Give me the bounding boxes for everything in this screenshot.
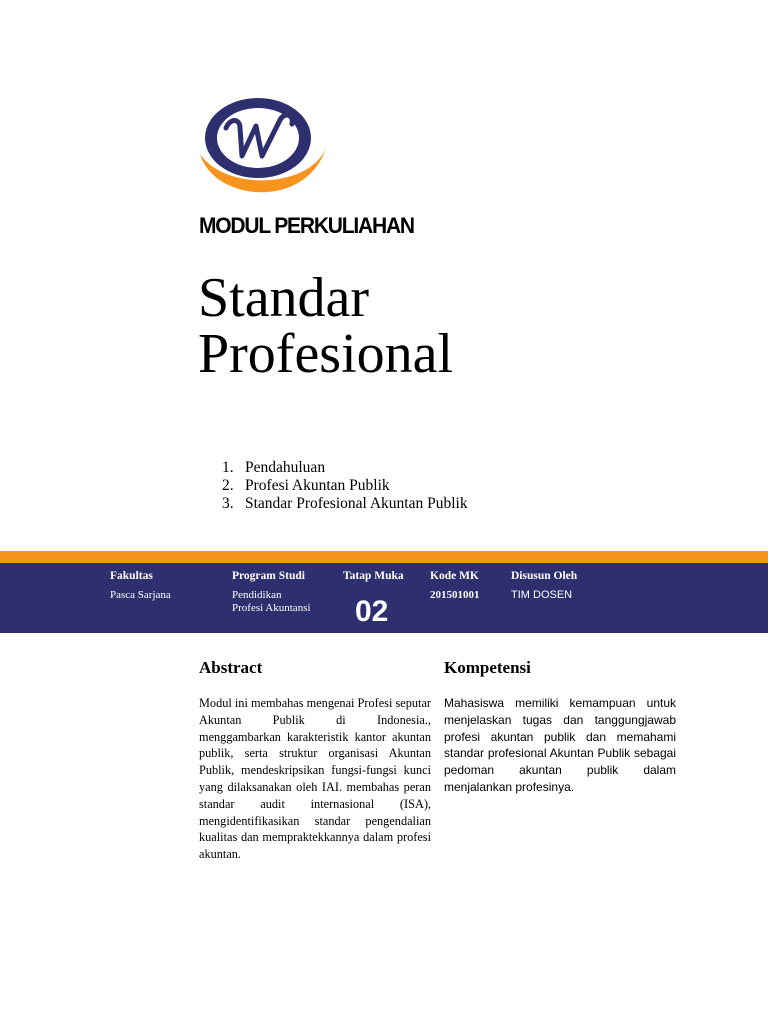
program-studi-value-line1: Pendidikan	[232, 589, 282, 601]
toc-number: 1.	[222, 459, 234, 476]
title-line-1: Standar	[198, 267, 370, 329]
toc-item	[222, 459, 468, 477]
abstract-body: Modul ini membahas mengenai Profesi seputar Akuntan Publik di Indonesia., menggambarkan karakteristik kantor akuntan publik, serta struktur organisasi Akuntan Publik, mendeskripsikan fungsi-fungsi kunci yang dilaksanakan oleh IAI. membahas peran standar audit internasional (ISA), mengidentifikasikan standar pengendalian kualitas dan mempraktekkannya dalam profesi akuntan.	[199, 696, 431, 862]
fakultas-label: Fakultas	[110, 570, 153, 582]
program-studi-column	[232, 569, 311, 615]
title-line-2: Profesional	[198, 323, 454, 385]
toc-item	[222, 495, 468, 513]
w-logo-icon	[196, 92, 330, 208]
kode-mk-value: 201501001	[430, 589, 480, 601]
orange-stripe	[0, 551, 768, 563]
kompetensi-section	[444, 657, 676, 796]
fakultas-column	[110, 569, 171, 602]
program-studi-value-line2: Profesi Akuntansi	[232, 602, 311, 614]
abstract-heading: Abstract	[199, 658, 263, 677]
kompetensi-heading: Kompetensi	[444, 658, 531, 677]
tatap-muka-value: 02	[355, 595, 389, 628]
tatap-muka-label: Tatap Muka	[343, 570, 404, 582]
disusun-oleh-column	[511, 569, 577, 602]
page-title	[198, 267, 454, 385]
disusun-oleh-value: TIM DOSEN	[511, 589, 573, 601]
kompetensi-body: Mahasiswa memiliki kemampuan untuk menjelaskan tugas dan tanggungjawab profesi akuntan publik dan memahami standar profesional Akuntan Publik sebagai pedoman akuntan publik dalam menjalankan profesinya.	[444, 696, 676, 794]
disusun-oleh-label: Disusun Oleh	[511, 570, 578, 582]
toc-item	[222, 477, 468, 495]
table-of-contents	[222, 459, 468, 513]
course-info-band	[0, 563, 768, 633]
program-studi-label: Program Studi	[232, 570, 305, 582]
toc-number: 3.	[222, 495, 234, 512]
kode-mk-column	[430, 569, 480, 602]
toc-text: Profesi Akuntan Publik	[245, 477, 390, 494]
university-logo	[196, 92, 330, 208]
toc-text: Pendahuluan	[245, 459, 326, 476]
toc-number: 2.	[222, 477, 234, 494]
toc-text: Standar Profesional Akuntan Publik	[245, 495, 468, 512]
tatap-muka-column	[343, 569, 404, 628]
module-label: MODUL PERKULIAHAN	[199, 214, 414, 239]
kode-mk-label: Kode MK	[430, 570, 479, 582]
fakultas-value: Pasca Sarjana	[110, 589, 171, 601]
abstract-section	[199, 657, 431, 863]
